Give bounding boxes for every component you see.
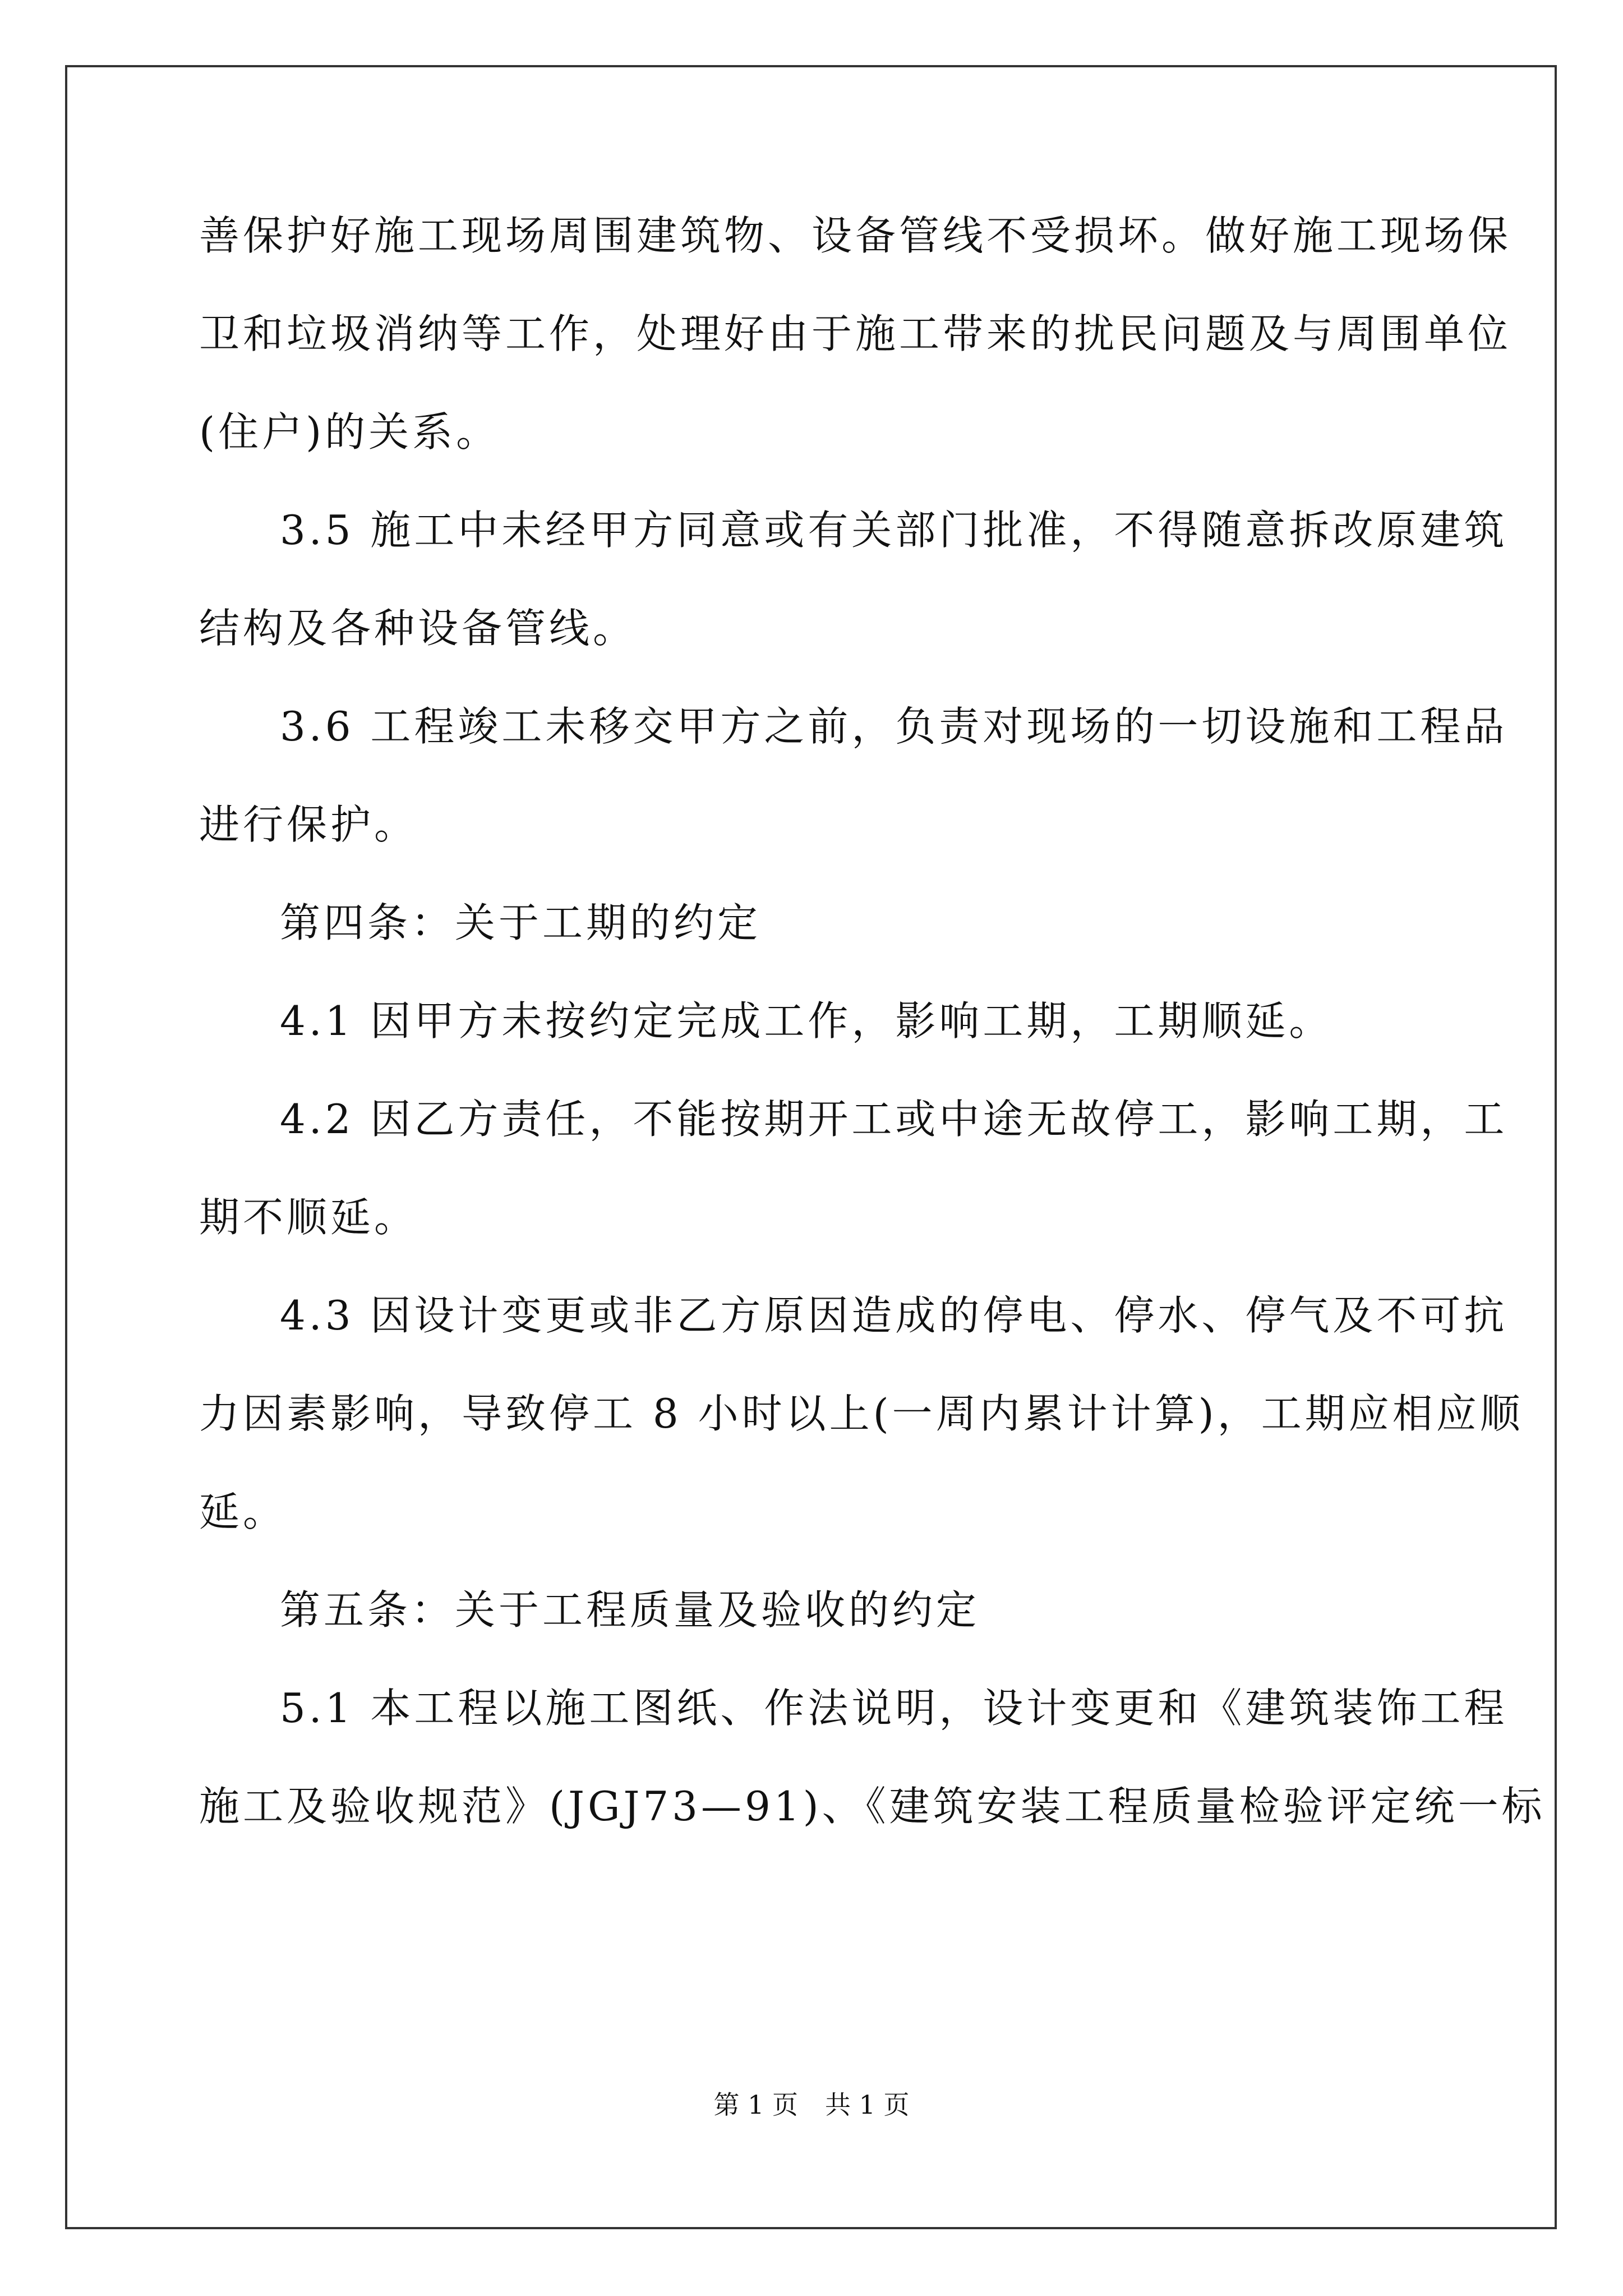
- page-footer: [0, 2088, 1623, 2122]
- text-line: 4.2 因乙方责任，不能按期开工或中途无故停工，影响工期，工: [280, 1096, 1508, 1143]
- page-number: 第 1 页: [713, 2090, 798, 2120]
- text-line: 善保护好施工现场周围建筑物、设备管线不受损坏。做好施工现场保: [199, 212, 1512, 259]
- text-line: 结构及各种设备管线。: [199, 605, 637, 652]
- text-line: 3.6 工程竣工未移交甲方之前，负责对现场的一切设施和工程品: [280, 703, 1508, 750]
- text-line: 4.1 因甲方未按约定完成工作，影响工期，工期顺延。: [280, 997, 1333, 1045]
- section-heading: 第四条：关于工期的约定: [280, 899, 762, 946]
- text-line: 进行保护。: [199, 801, 418, 848]
- text-line: (住户)的关系。: [199, 408, 500, 455]
- text-line: 3.5 施工中未经甲方同意或有关部门批准，不得随意拆改原建筑: [280, 507, 1508, 554]
- text-line: 施工及验收规范》(JGJ73—91)、《建筑安装工程质量检验评定统一标: [199, 1783, 1546, 1830]
- text-line: 期不顺延。: [199, 1194, 418, 1241]
- text-line: 力因素影响，导致停工 8 小时以上(一周内累计计算)，工期应相应顺: [199, 1390, 1524, 1437]
- text-line: 卫和垃圾消纳等工作，处理好由于施工带来的扰民问题及与周围单位: [199, 310, 1512, 357]
- page-border: [65, 65, 1557, 2229]
- section-heading: 第五条：关于工程质量及验收的约定: [280, 1586, 980, 1634]
- text-line: 延。: [199, 1488, 287, 1535]
- page-total: 共 1 页: [825, 2090, 910, 2120]
- text-line: 4.3 因设计变更或非乙方原因造成的停电、停水、停气及不可抗: [280, 1292, 1508, 1339]
- text-line: 5.1 本工程以施工图纸、作法说明，设计变更和《建筑装饰工程: [280, 1685, 1508, 1732]
